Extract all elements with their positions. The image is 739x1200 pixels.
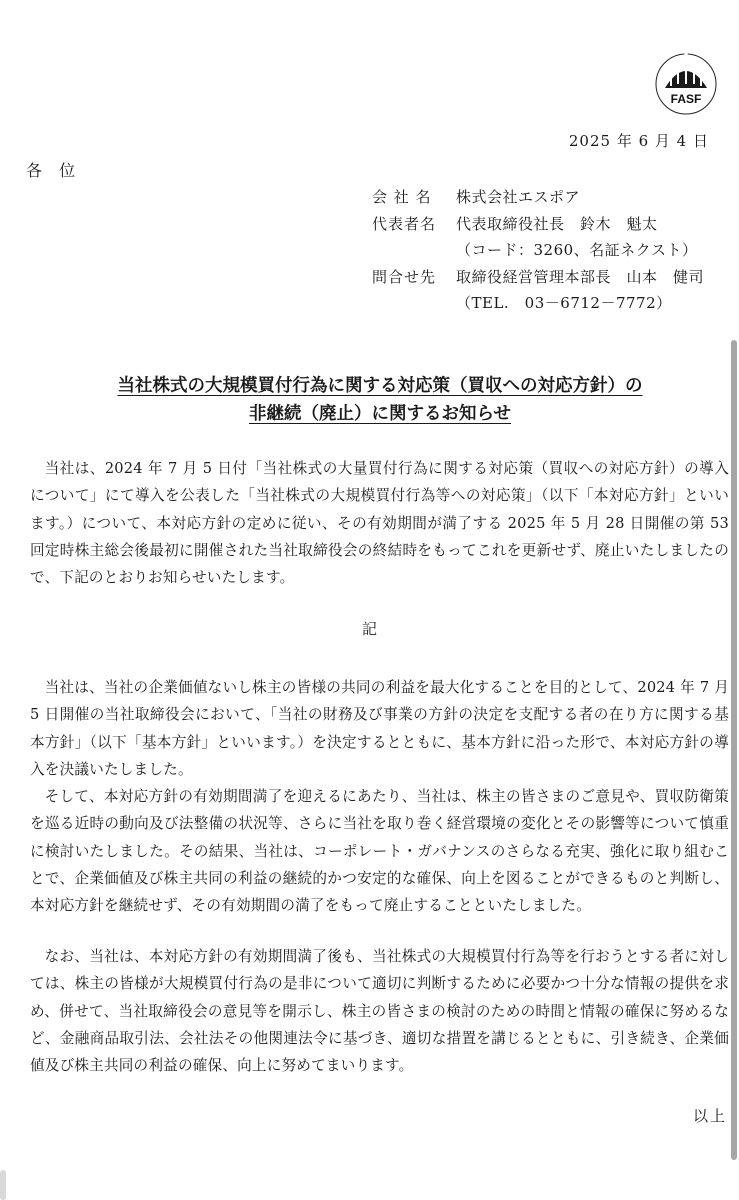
sender-row-tel [372,290,704,317]
closing-mark: 以上 [692,1107,727,1125]
body-paragraph-2: そして、本対応方針の有効期間満了を迎えるにあたり、当社は、株主の皆さまのご意見や、買収防衛策を巡る近時の動向及び法整備の状況等、さらに当社を取り巻く経営環境の変化とその影響等について慎重に検討いたしました。その結果、当社は、コーポレート・ガバナンスのさらなる充実、強化に取り組むことで、企業価値及び株主共同の利益の継続的かつ安定的な確保、向上を図ることができるものと判断し、本対応方針を継続せず、その有効期間の満了をもって廃止することといたしました。 [30,788,729,915]
logo-text: FASF [670,92,702,106]
sender-row-company [372,184,704,211]
sender-label [372,237,456,264]
body-paragraph-1: 当社は、当社の企業価値ないし株主の皆様の共同の利益を最大化することを目的として、2024 年 7 月 5 日開催の当社取締役会において、「当社の財務及び事業の方針の決定を支配する者の在り方に関する基本方針」（以下「基本方針」といいます。）を決定するとともに、基本方針に沿った形で、本対応方針の導入を決議いたしました。 [30,679,729,778]
document-date: 2025 年 6 月 4 日 [568,132,709,150]
fasf-logo [655,48,717,120]
intro-paragraph: 当社は、2024 年 7 月 5 日付「当社株式の大量買付行為に関する対応策（買収への対応方針）の導入について」にて導入を公表した「当社株式の大規模買付行為等への対応策」（以下「本対応方針」といいます。）について、本対応方針の定めに従い、その有効期間が満了する 2025 年 5 月 28 日開催の第 53 回定時株主総会後最初に開催された当社取締役会の終結時をもってこれを更新せず、廃止いたしましたので、下記のとおりお知らせいたします。 [30,460,729,587]
contact-person: 取締役経営管理本部長 山本 健司 [456,267,705,286]
document-title [40,372,720,428]
vertical-scrollbar[interactable] [731,340,737,1160]
sender-row-representative [372,211,704,238]
sender-label: 問合せ先 [372,267,437,286]
company-name: 株式会社エスポア [456,188,581,206]
sender-block [372,184,704,317]
title-line-1: 当社株式の大規模買付行為に関する対応策（買収への対応方針）の [117,376,643,396]
sender-label [372,290,456,317]
sender-label: 会 社 名 [372,188,432,206]
ki-heading: 記 [361,620,377,638]
sender-row-code [372,237,704,264]
title-line-2: 非継続（廃止）に関するお知らせ [249,404,511,424]
sender-label: 代表者名 [372,214,437,233]
scroll-indicator [0,1170,6,1200]
addressee: 各 位 [26,161,82,180]
fasf-logo-graphic [655,48,717,120]
body-paragraph-3: なお、当社は、本対応方針の有効期間満了後も、当社株式の大規模買付行為等を行おうとする者に対しては、株主の皆様が大規模買付行為の是非について適切に判断するために必要かつ十分な情報の提供を求め、併せて、当社取締役会の意見等を開示し、株主の皆さまの検討のための時間と情報の確保に努めるなど、金融商品取引法、会社法その他関連法令に基づき、適切な措置を講じるとともに、引き続き、企業価値及び株主共同の利益の確保、向上に努めてまいります。 [30,948,729,1075]
stock-code: （コード：3260、名証ネクスト） [456,241,698,259]
contact-tel: （TEL. 03－6712－7772） [456,294,672,312]
representative-name: 代表取締役社長 鈴木 魁太 [456,214,658,233]
sender-row-contact [372,264,704,291]
